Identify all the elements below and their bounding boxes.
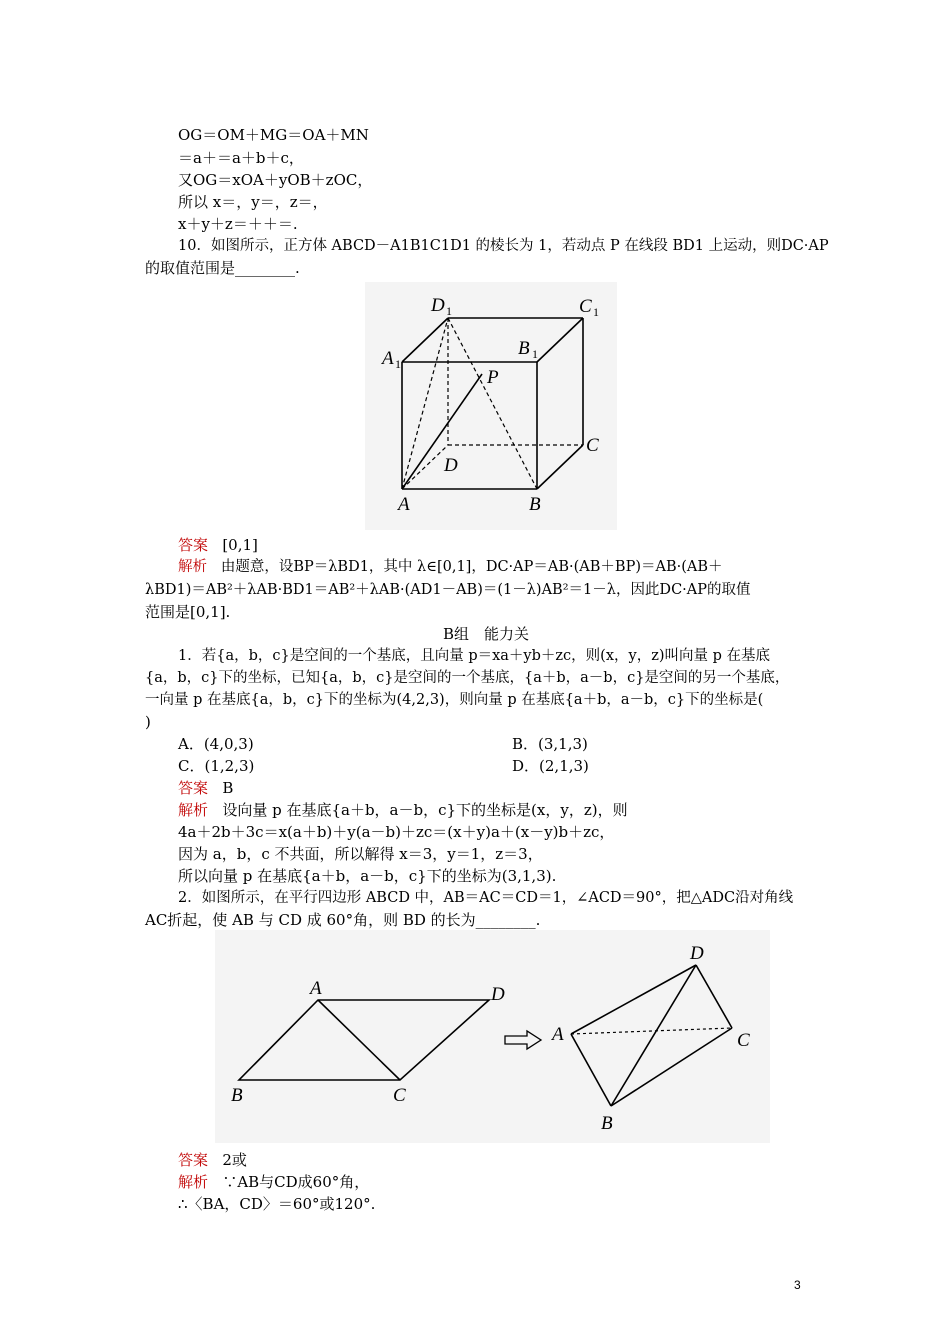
answer-label: 答案 [178, 536, 209, 554]
label-b: B [529, 494, 541, 515]
option-a: A．(4,0,3) [178, 735, 254, 753]
label-a: A [310, 978, 322, 999]
solution-label: 解析 [178, 1173, 209, 1191]
label-d1: D [431, 295, 445, 316]
option-c: C．(1,2,3) [178, 757, 255, 775]
section-title: B组 能力关 [443, 625, 530, 643]
solution-10-line3: 范围是[0,1]. [145, 603, 231, 621]
text-line: x＋y＋z＝＋＋＝. [178, 215, 298, 233]
label-c1: C [579, 296, 592, 317]
label-b1: B [518, 338, 530, 359]
solution-1-line1 [178, 800, 628, 820]
label-c2: C [737, 1030, 750, 1051]
text-line: ＝a＋＝a＋b＋c， [178, 149, 304, 167]
label-sub: 1 [593, 305, 599, 319]
cube-figure [365, 282, 617, 530]
answer-10 [178, 535, 258, 555]
question-1-line1: 1．若{a，b，c}是空间的一个基底，且向量 p＝xa＋yb＋zc，则(x，y，z)叫向量 p 在基底 [178, 648, 770, 664]
solution-2-line2: ∴〈BA，CD〉＝60°或120°. [178, 1195, 376, 1213]
question-1-line3: 一向量 p 在基底{a，b，c}下的坐标为(4,2,3)，则向量 p 在基底{a＋b，a－b，c}下的坐标是( [145, 692, 764, 708]
solution-1-line2: 4a＋2b＋3c＝x(a＋b)＋y(a－b)＋zc＝(x＋y)a＋(x－y)b＋zc， [178, 823, 615, 841]
label-p: P [487, 367, 499, 388]
solution-1-line4: 所以向量 p 在基底{a＋b，a－b，c}下的坐标为(3,1,3). [178, 867, 557, 885]
label-sub: 1 [532, 347, 538, 361]
text-line: 又OG＝xOA＋yOB＋zOC， [178, 171, 373, 189]
solution-label: 解析 [178, 559, 207, 575]
question-10-line1: 10．如图所示，正方体 ABCD－A1B1C1D1 的棱长为 1，若动点 P 在线段 BD1 上运动，则DC·AP [178, 238, 829, 254]
solution-10-line2: λBD1)＝AB²＋λAB·BD1＝AB²＋λAB·(AD1－AB)＝(1－λ)AB²＝1－λ，因此DC·AP的取值 [145, 582, 751, 598]
solution-1-line3: 因为 a，b，c 不共面，所以解得 x＝3，y＝1，z＝3， [178, 845, 543, 863]
label-a2: A [552, 1024, 564, 1045]
question-2-line1: 2．如图所示，在平行四边形 ABCD 中，AB＝AC＝CD＝1，∠ACD＝90°，把△ADC沿对角线 [178, 890, 794, 906]
question-1-line4: ) [145, 713, 151, 731]
question-10-line2: 的取值范围是________. [145, 259, 300, 277]
solution-10-line1 [178, 557, 723, 577]
option-b: B．(3,1,3) [512, 735, 588, 753]
text-line: 所以 x＝，y＝，z＝， [178, 193, 328, 211]
label-b: B [231, 1085, 243, 1106]
label-a: A [398, 494, 410, 515]
text-line: OG＝OM＋MG＝OA＋MN [178, 126, 369, 144]
answer-2 [178, 1150, 247, 1170]
solution-label: 解析 [178, 801, 209, 819]
label-d: D [491, 984, 505, 1005]
answer-value: [0,1] [222, 536, 258, 554]
label-a1: A [382, 348, 394, 369]
question-2-line2: AC折起，使 AB 与 CD 成 60°角，则 BD 的长为________. [145, 911, 541, 929]
solution-text: 由题意，设BP＝λBD1，其中 λ∈[0,1]，DC·AP＝AB·(AB＋BP)＝AB·(AB＋ [220, 559, 723, 575]
label-sub: 1 [446, 304, 452, 318]
label-c: C [586, 435, 599, 456]
label-b2: B [601, 1113, 613, 1134]
answer-value: B [222, 779, 234, 797]
label-d: D [444, 455, 458, 476]
option-d: D．(2,1,3) [512, 757, 589, 775]
answer-label: 答案 [178, 779, 209, 797]
fold-figure [215, 930, 770, 1143]
label-c: C [393, 1085, 406, 1106]
page-number: 3 [794, 1278, 801, 1292]
answer-label: 答案 [178, 1151, 209, 1169]
answer-value: 2或 [222, 1151, 247, 1169]
solution-text: ∵AB与CD成60°角， [222, 1173, 370, 1191]
answer-1 [178, 778, 233, 798]
solution-text: 设向量 p 在基底{a＋b，a－b，c}下的坐标是(x，y，z)，则 [222, 801, 628, 819]
solution-2-line1 [178, 1172, 369, 1192]
label-d2: D [690, 943, 704, 964]
question-1-line2: {a，b，c}下的坐标，已知{a，b，c}是空间的一个基底，{a＋b，a－b，c}是空间的另一个基底， [145, 670, 790, 686]
label-sub: 1 [395, 357, 401, 371]
